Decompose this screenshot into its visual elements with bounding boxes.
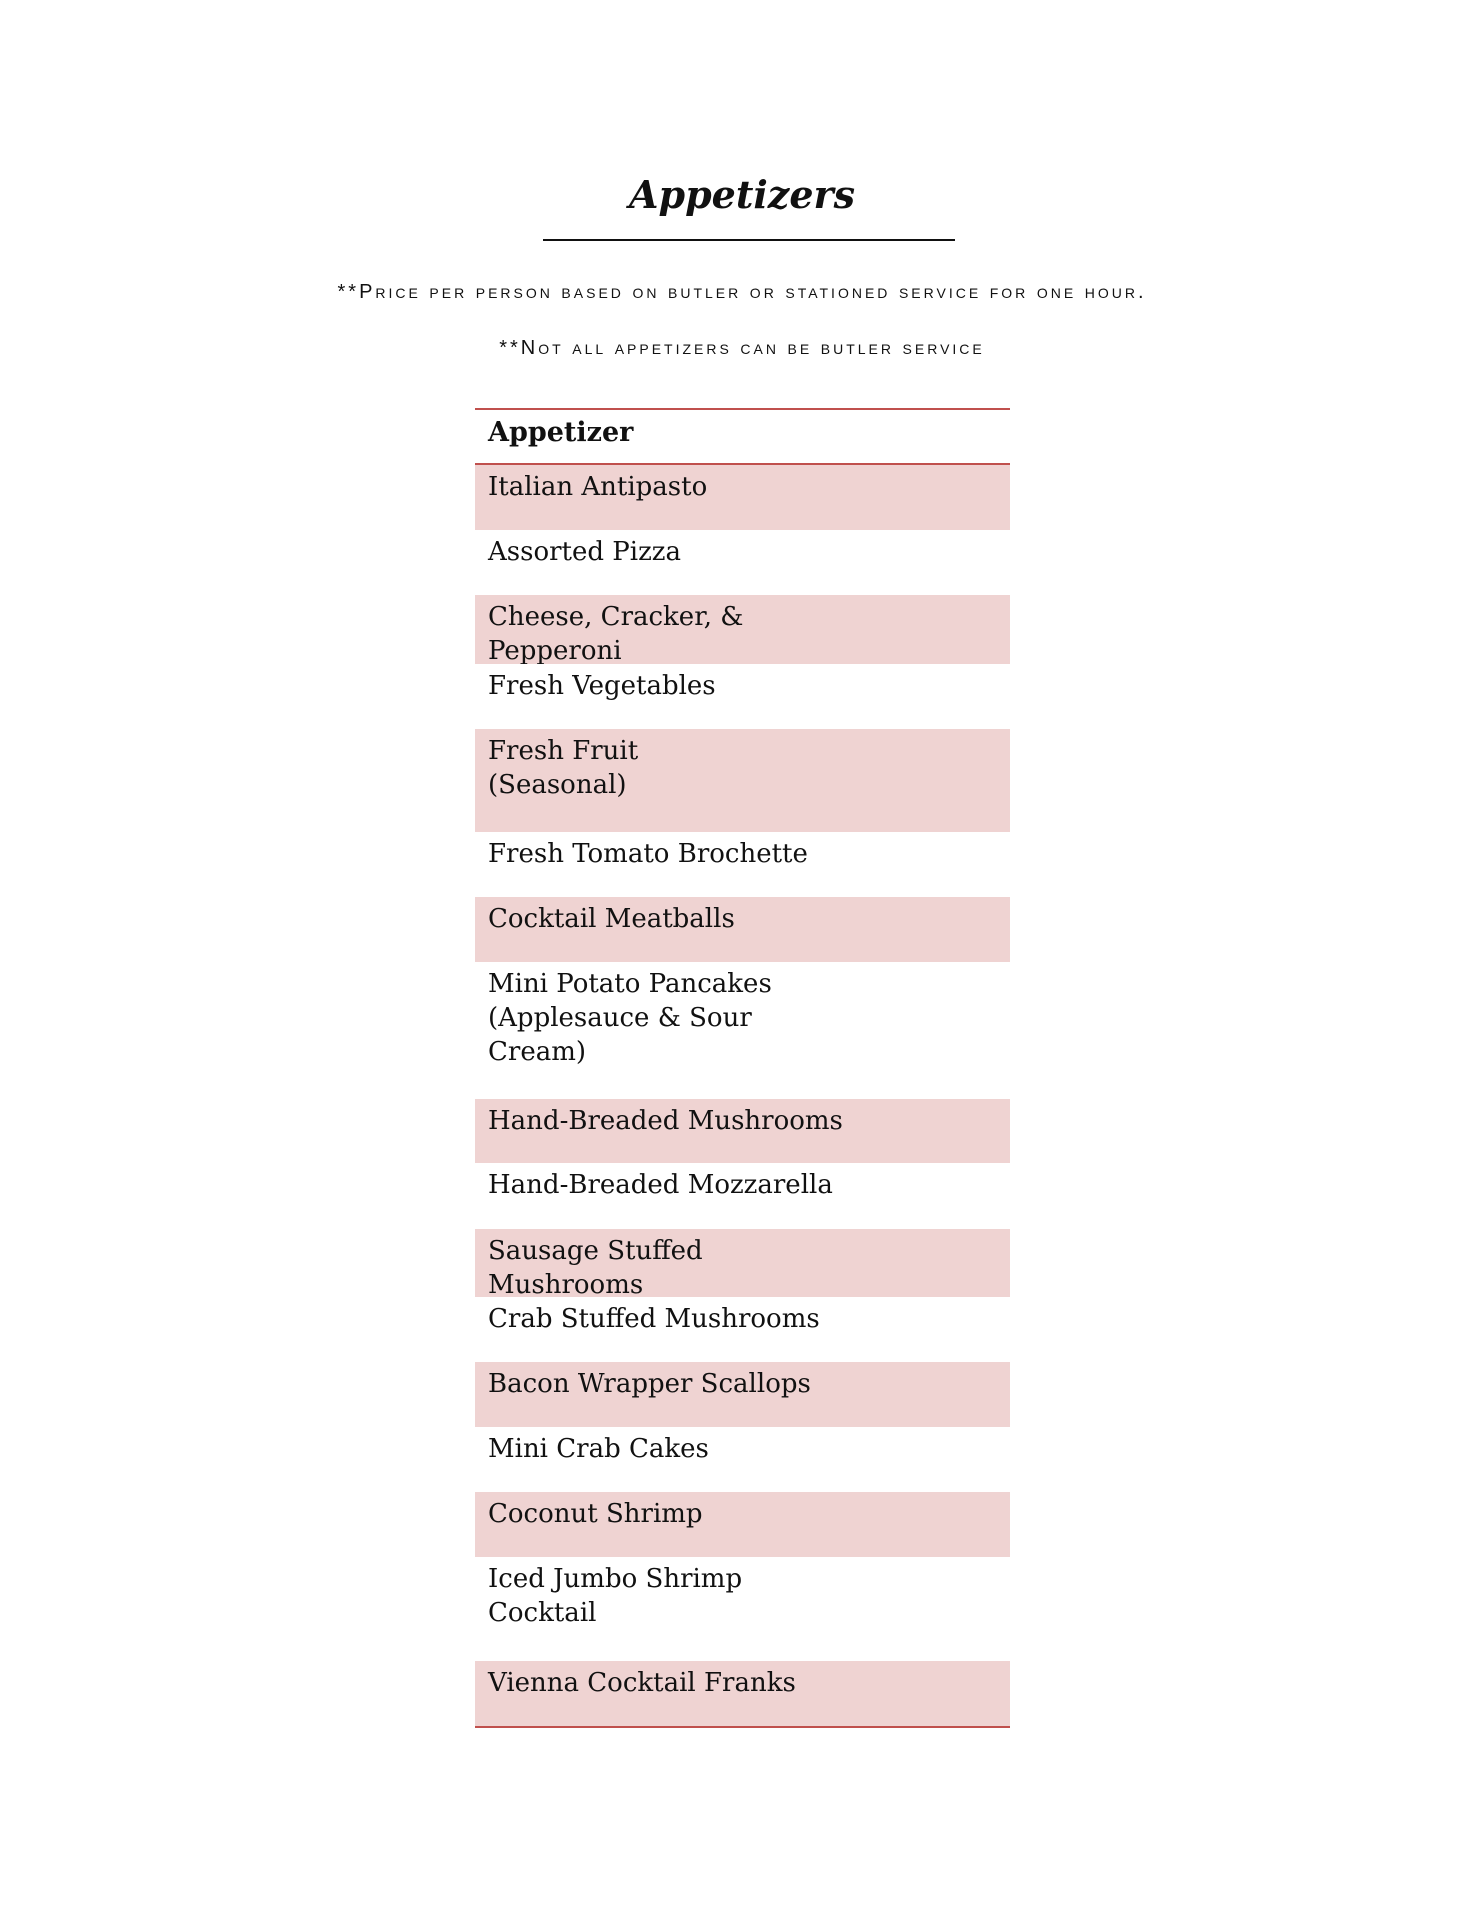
pricing-note: **Price per person based on butler or stationed service for one hour.: [337, 281, 1147, 303]
table-row: Sausage Stuffed Mushrooms: [475, 1229, 1010, 1297]
table-row: Hand-Breaded Mushrooms: [475, 1099, 1010, 1163]
service-note: **Not all appetizers can be butler service: [499, 337, 985, 359]
table-row: Fresh Vegetables: [488, 671, 716, 701]
table-row: Cheese, Cracker, & Pepperoni: [475, 595, 1010, 664]
table-row: Hand-Breaded Mozzarella: [488, 1170, 833, 1200]
table-row: Fresh Fruit (Seasonal): [475, 729, 1010, 832]
table-row: Iced Jumbo Shrimp Cocktail: [488, 1564, 743, 1628]
title-underline: [543, 239, 955, 241]
table-row: Bacon Wrapper Scallops: [475, 1362, 1010, 1427]
table-header: Appetizer: [475, 410, 1010, 465]
table-row: Vienna Cocktail Franks: [475, 1661, 1010, 1726]
table-row: Cocktail Meatballs: [475, 897, 1010, 962]
table-row: Italian Antipasto: [475, 465, 1010, 530]
table-row: Fresh Tomato Brochette: [488, 839, 808, 869]
table-row: Assorted Pizza: [488, 537, 681, 567]
table-body: [475, 465, 1010, 1726]
table-row: Mini Crab Cakes: [488, 1434, 709, 1464]
table-row: Mini Potato Pancakes (Applesauce & Sour Cream): [488, 969, 772, 1067]
table-row: Crab Stuffed Mushrooms: [488, 1304, 820, 1334]
table-row: Coconut Shrimp: [475, 1492, 1010, 1557]
appetizer-table: [475, 408, 1010, 1728]
page-title: Appetizers: [629, 172, 855, 217]
